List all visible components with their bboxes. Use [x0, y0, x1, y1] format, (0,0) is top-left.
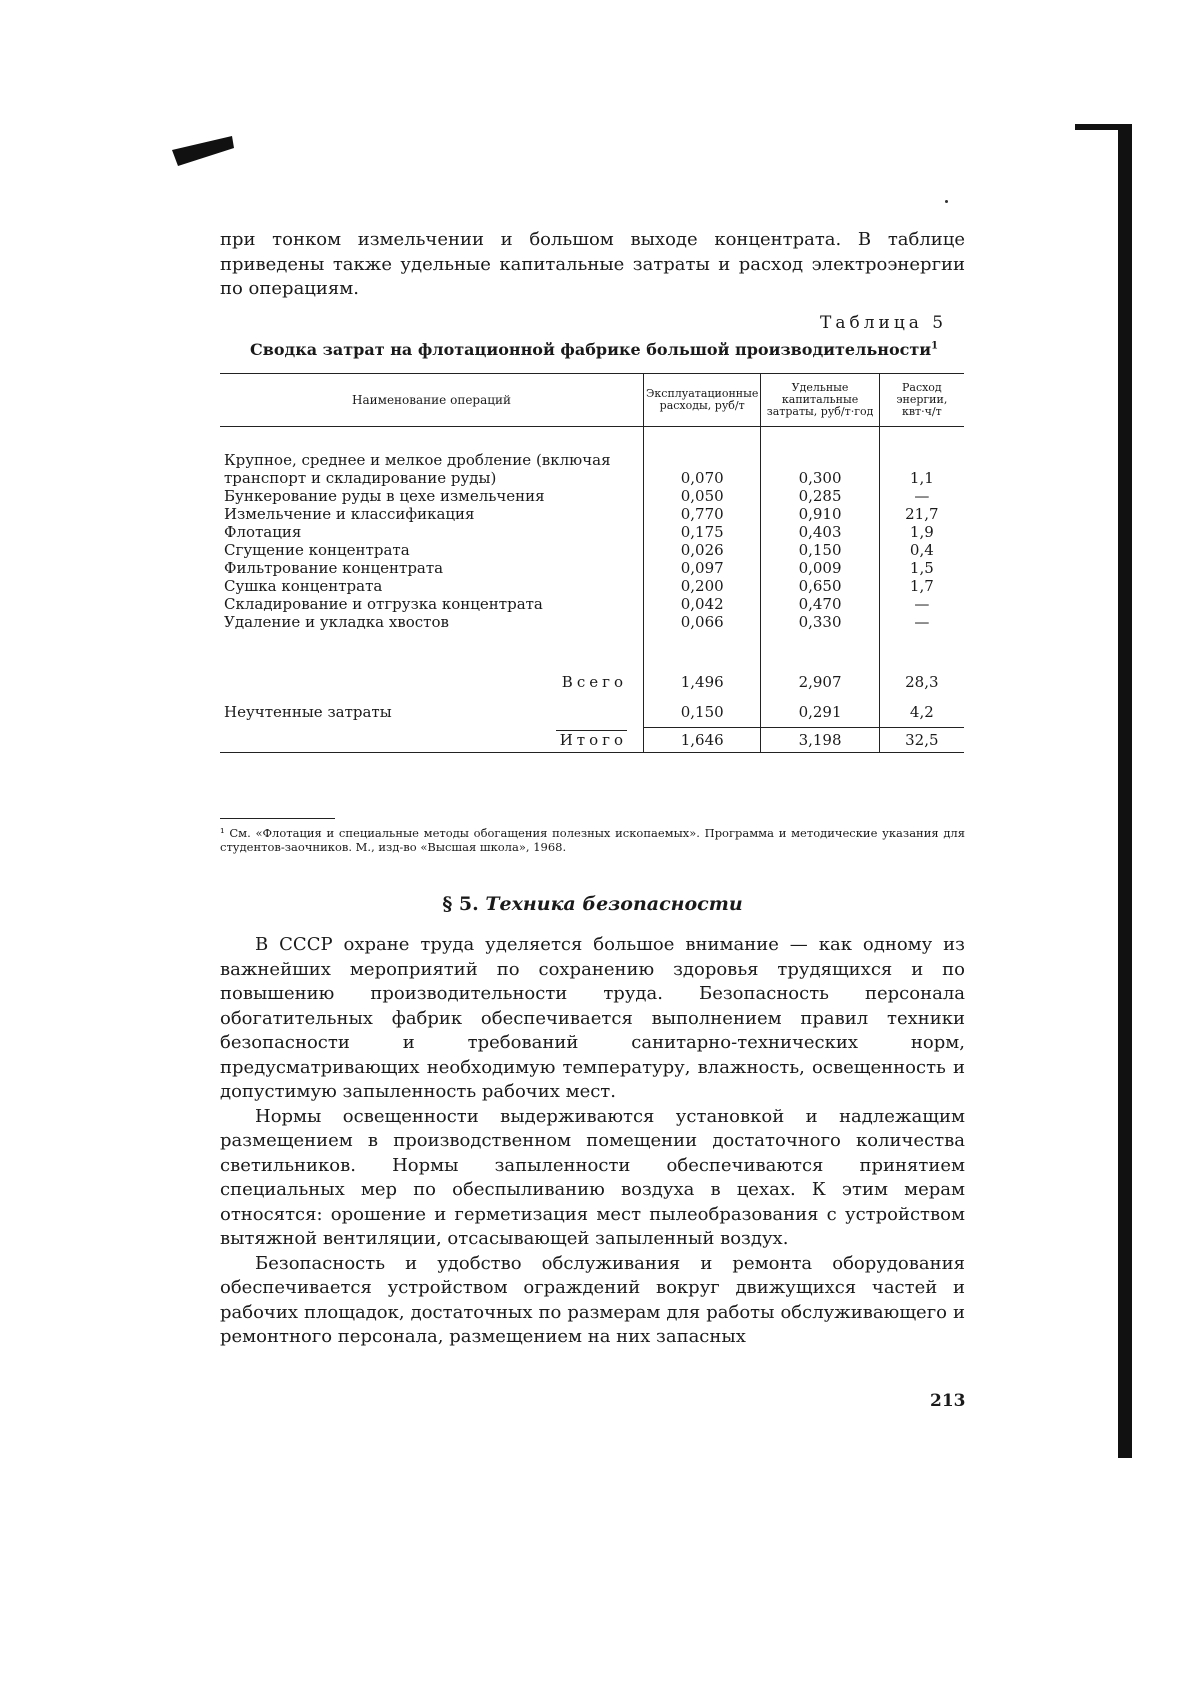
cost-summary-table — [220, 373, 964, 753]
energy-cell: — — [879, 613, 964, 631]
grand-total-label: Итого — [556, 730, 627, 749]
table-spacer — [220, 631, 964, 667]
paragraph-2: Нормы освещенности выдерживаются установкой и надлежащим размещением в производственном помещении достаточного количества светильников. Нормы запыленности обеспечиваются принятием специальных мер по обеспыливанию воздуха в цехах. К этим мерам относятся: орошение и герметизация мест пылеобразования с устройством вытяжной вентиляции, отсасывающей запыленный воздух. — [220, 1105, 965, 1249]
paragraph-1: В СССР охране труда уделяется большое внимание — как одному из важнейших мероприятий по сохранению здоровья трудящихся и по повышению производительности труда. Безопасность персонала обогатительных фабрик обеспечивается выполнением правил техники безопасности и требований санитарно-технических норм, предусматривающих необходимую температуру, влажность, освещенность и допустимую запыленность рабочих мест. — [220, 934, 965, 1102]
energy-cell: 0,4 — [879, 541, 964, 559]
spacer-cell — [879, 631, 964, 667]
energy-cell: 1,9 — [879, 523, 964, 541]
grand-total-operating-cost: 1,646 — [644, 728, 761, 753]
energy-cell: 21,7 — [879, 505, 964, 523]
page-number: 213 — [930, 1391, 966, 1411]
section-heading — [220, 893, 965, 915]
intro-paragraph: при тонком измельчении и большом выходе концентрата. В таблице приведены также удельные капитальные затраты и расход электроэнергии по операциям. — [220, 229, 965, 299]
operating-cost-cell: 0,097 — [644, 559, 761, 577]
grand-total-energy: 32,5 — [879, 728, 964, 753]
operating-cost-cell: 0,770 — [644, 505, 761, 523]
total-operating-cost: 1,496 — [644, 667, 761, 697]
energy-cell: 1,5 — [879, 559, 964, 577]
table-row — [220, 541, 964, 559]
table-title — [250, 340, 938, 359]
capital-cost-cell: 0,470 — [761, 595, 879, 613]
capital-cost-cell: 0,403 — [761, 523, 879, 541]
table-row — [220, 577, 964, 595]
header-operation: Наименование операций — [220, 374, 644, 427]
operation-name: Измельчение и классификация — [224, 505, 475, 523]
section-number: § 5. — [442, 893, 479, 915]
header-operating-costs: Эксплуатационные расходы, руб/т — [644, 374, 761, 427]
operating-cost-cell: 0,050 — [644, 487, 761, 505]
operating-cost-cell: 0,175 — [644, 523, 761, 541]
table-row — [220, 595, 964, 613]
operating-cost-cell: 0,042 — [644, 595, 761, 613]
operation-name: Крупное, среднее и мелкое дробление (включая транспорт и складирование руды) — [224, 451, 611, 487]
capital-cost-cell: 0,150 — [761, 541, 879, 559]
operation-name: Сушка концентрата — [224, 577, 383, 595]
table-row — [220, 613, 964, 631]
spacer-cell — [644, 631, 761, 667]
table-row — [220, 559, 964, 577]
table-row — [220, 451, 964, 487]
table-row — [220, 505, 964, 523]
unaccounted-capital-cost: 0,291 — [761, 697, 879, 728]
page-edge-shadow — [1118, 128, 1132, 1458]
table-row — [220, 523, 964, 541]
operation-name: Фильтрование концентрата — [224, 559, 444, 577]
capital-cost-cell: 0,009 — [761, 559, 879, 577]
table-spacer — [220, 427, 964, 452]
capital-cost-cell: 0,330 — [761, 613, 879, 631]
header-capital-costs: Удельные капитальные затраты, руб/т·год — [761, 374, 879, 427]
capital-cost-cell: 0,285 — [761, 487, 879, 505]
energy-cell: 1,1 — [879, 451, 964, 487]
total-capital-cost: 2,907 — [761, 667, 879, 697]
table-header-row — [220, 374, 964, 427]
operation-name: Удаление и укладка хвостов — [224, 613, 449, 631]
operating-cost-cell: 0,026 — [644, 541, 761, 559]
section-title: Техника безопасности — [485, 893, 743, 915]
operating-cost-cell: 0,200 — [644, 577, 761, 595]
energy-cell: — — [879, 595, 964, 613]
total-energy: 28,3 — [879, 667, 964, 697]
unaccounted-operating-cost: 0,150 — [644, 697, 761, 728]
grand-total-row — [220, 728, 964, 753]
unaccounted-energy: 4,2 — [879, 697, 964, 728]
total-row — [220, 667, 964, 697]
operation-name: Флотация — [224, 523, 302, 541]
operation-name: Бункерование руды в цехе измельчения — [224, 487, 545, 505]
scan-speck — [945, 200, 948, 203]
grand-total-label-cell — [220, 728, 644, 753]
table-row — [220, 487, 964, 505]
total-label: Всего — [561, 673, 627, 691]
footnote-rule — [220, 818, 335, 819]
capital-cost-cell: 0,300 — [761, 451, 879, 487]
unaccounted-label: Неучтенные затраты — [224, 703, 392, 722]
energy-cell: 1,7 — [879, 577, 964, 595]
table-label: Таблица 5 — [820, 313, 948, 333]
unaccounted-row — [220, 697, 964, 728]
body-text — [220, 933, 965, 1350]
header-energy: Расход энергии, квт·ч/т — [879, 374, 964, 427]
operation-name: Сгущение концентрата — [224, 541, 410, 559]
operating-cost-cell: 0,070 — [644, 451, 761, 487]
energy-cell: — — [879, 487, 964, 505]
operation-name: Складирование и отгрузка концентрата — [224, 595, 543, 613]
capital-cost-cell: 0,910 — [761, 505, 879, 523]
spacer-cell — [761, 631, 879, 667]
table-title-text: Сводка затрат на флотационной фабрике большой производительности — [250, 340, 932, 359]
operating-cost-cell: 0,066 — [644, 613, 761, 631]
capital-cost-cell: 0,650 — [761, 577, 879, 595]
grand-total-capital-cost: 3,198 — [761, 728, 879, 753]
footnote: ¹ См. «Флотация и специальные методы обогащения полезных ископаемых». Программа и методические указания для студентов-заочников. М., изд-во «Высшая школа», 1968. — [220, 826, 965, 854]
spacer-cell — [220, 631, 644, 667]
table-title-footnote-ref: 1 — [931, 340, 939, 352]
paragraph-3: Безопасность и удобство обслуживания и ремонта оборудования обеспечивается устройством ограждений вокруг движущихся частей и рабочих площадок, достаточных по размерам для работы обслуживающего и ремонтного персонала, размещением на них запасных — [220, 1252, 965, 1347]
corner-scan-mark — [172, 136, 236, 172]
